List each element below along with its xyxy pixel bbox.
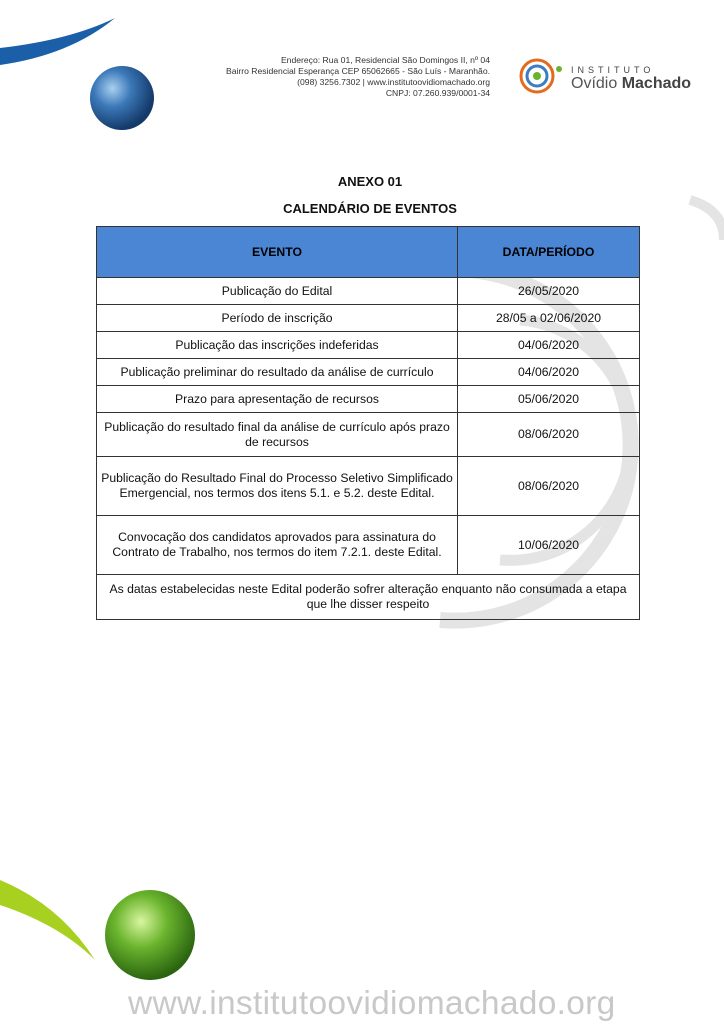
events-calendar-table <box>96 226 640 620</box>
event-cell: Convocação dos candidatos aprovados para assinatura do Contrato de Trabalho, nos termos do item 7.2.1. deste Edital. <box>97 516 458 575</box>
footer-website-url: www.institutoovidiomachado.org <box>128 985 616 1022</box>
date-cell: 10/06/2020 <box>458 516 640 575</box>
date-cell: 05/06/2020 <box>458 386 640 413</box>
table-row <box>97 359 640 386</box>
logo-rings-icon <box>515 56 567 96</box>
column-header-date: DATA/PERÍODO <box>458 227 640 278</box>
date-cell: 08/06/2020 <box>458 413 640 457</box>
table-row <box>97 386 640 413</box>
address-line: (098) 3256.7302 | www.institutoovidiomachado.org <box>297 77 490 87</box>
table-row <box>97 332 640 359</box>
event-cell: Publicação do Resultado Final do Processo Seletivo Simplificado Emergencial, nos termos dos itens 5.1. e 5.2. deste Edital. <box>97 457 458 516</box>
table-note: As datas estabelecidas neste Edital poderão sofrer alteração enquanto não consumada a etapa que lhe disser respeito <box>97 575 640 620</box>
table-row <box>97 305 640 332</box>
institute-logo <box>515 56 695 96</box>
event-cell: Publicação do Edital <box>97 278 458 305</box>
blue-swoosh-decoration <box>0 18 154 130</box>
green-swoosh-decoration <box>0 880 195 980</box>
document-subtitle: CALENDÁRIO DE EVENTOS <box>283 201 457 216</box>
logo-name-regular: Ovídio <box>571 75 618 92</box>
date-cell: 26/05/2020 <box>458 278 640 305</box>
event-cell: Publicação preliminar do resultado da análise de currículo <box>97 359 458 386</box>
event-cell: Prazo para apresentação de recursos <box>97 386 458 413</box>
address-line: CNPJ: 07.260.939/0001-34 <box>385 88 490 98</box>
logo-text-top: INSTITUTO <box>571 65 655 75</box>
date-cell: 04/06/2020 <box>458 332 640 359</box>
table-row <box>97 413 640 457</box>
logo-text-main <box>571 75 691 93</box>
date-cell: 08/06/2020 <box>458 457 640 516</box>
table-row <box>97 516 640 575</box>
date-cell: 28/05 a 02/06/2020 <box>458 305 640 332</box>
column-header-event: EVENTO <box>97 227 458 278</box>
logo-name-bold: Machado <box>621 75 692 92</box>
table-note-row <box>97 575 640 620</box>
event-cell: Período de inscrição <box>97 305 458 332</box>
table-row <box>97 457 640 516</box>
event-cell: Publicação do resultado final da análise de currículo após prazo de recursos <box>97 413 458 457</box>
address-line: Bairro Residencial Esperança CEP 65062665 - São Luís - Maranhão. <box>225 66 490 76</box>
document-title: ANEXO 01 <box>337 174 403 189</box>
header-address <box>180 55 490 99</box>
table-header-row <box>97 227 640 278</box>
event-cell: Publicação das inscrições indeferidas <box>97 332 458 359</box>
table-row <box>97 278 640 305</box>
address-line: Endereço: Rua 01, Residencial São Domingos II, nº 04 <box>280 55 490 65</box>
date-cell: 04/06/2020 <box>458 359 640 386</box>
